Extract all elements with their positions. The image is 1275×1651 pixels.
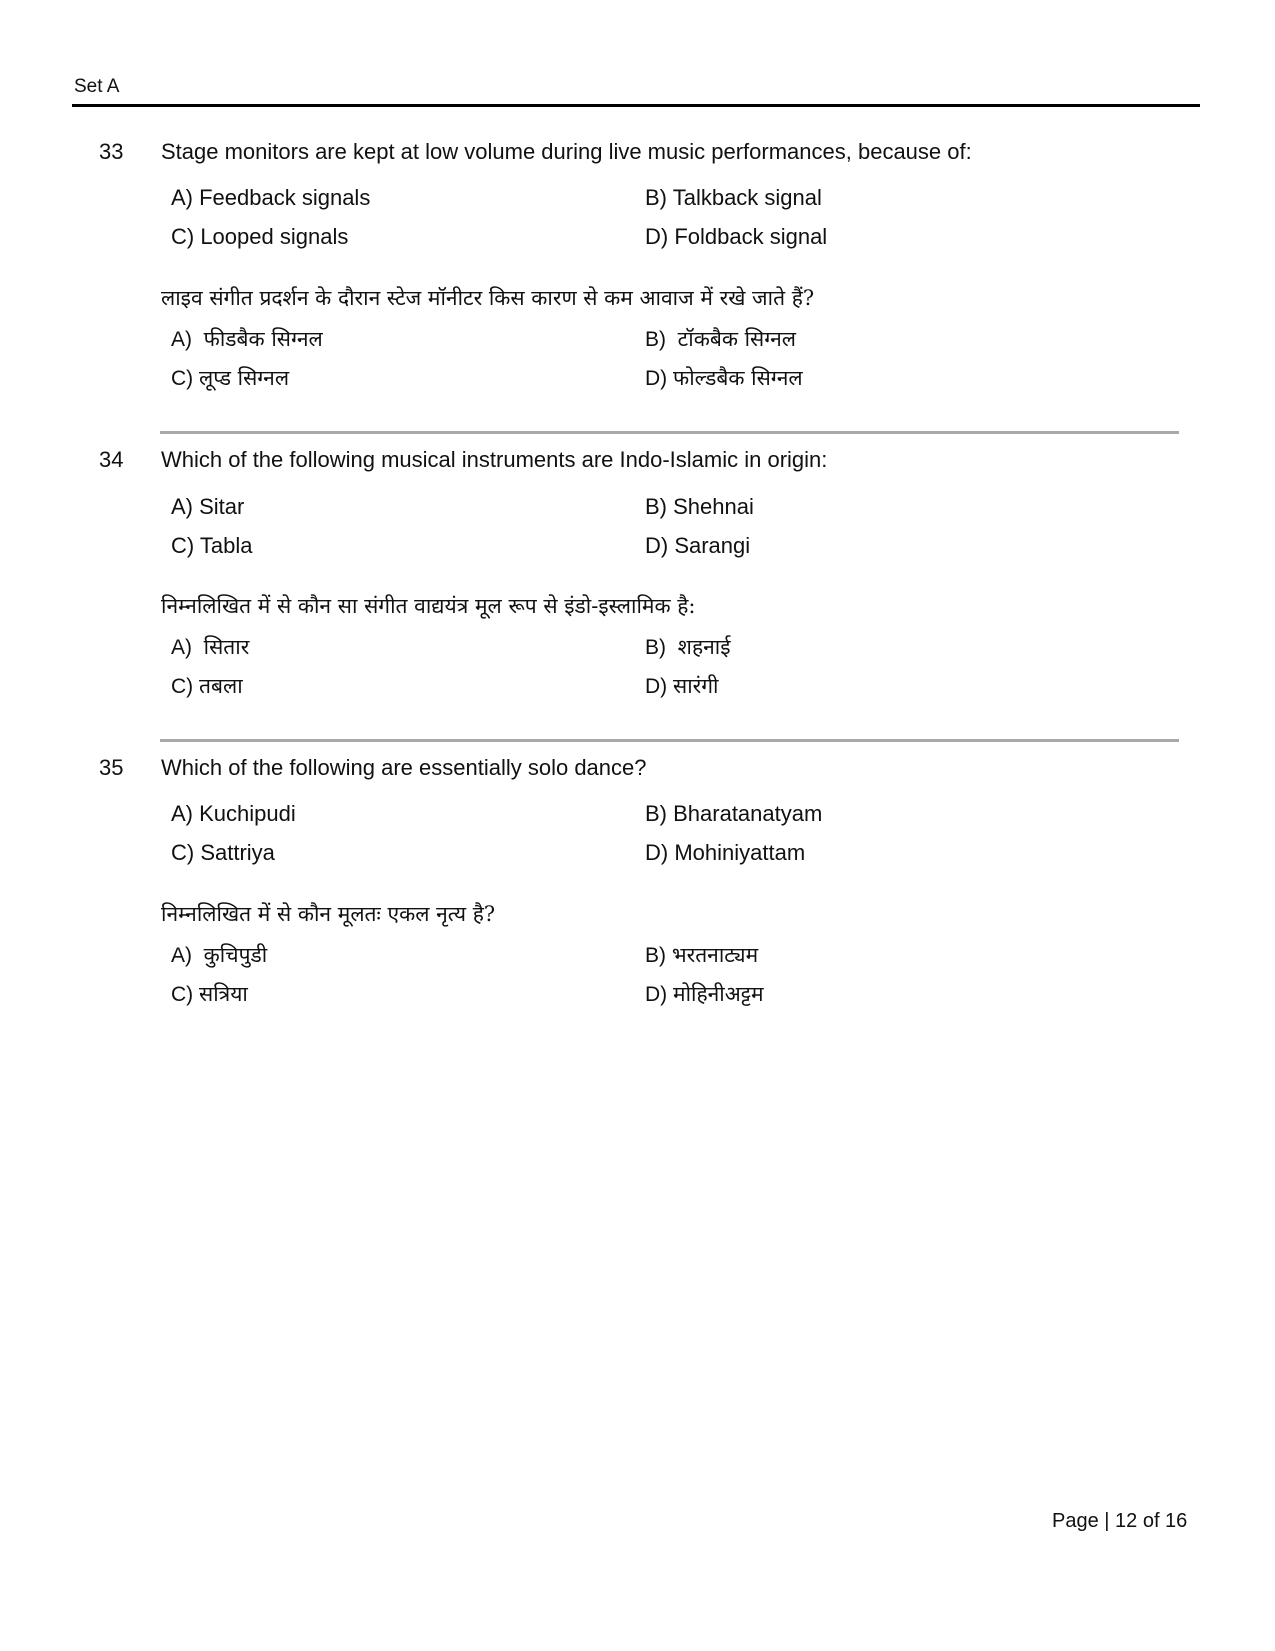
option-c-en: C) Tabla	[171, 533, 253, 558]
option-b-hi	[645, 325, 796, 353]
option-a-hi	[171, 633, 249, 661]
option-value: टॉकबैक सिग्नल	[677, 327, 797, 351]
question-text-hi: निम्नलिखित में से कौन मूलतः एकल नृत्य है?	[161, 902, 496, 926]
question-text-hi: लाइव संगीत प्रदर्शन के दौरान स्टेज मॉनीटर किस कारण से कम आवाज में रखे जाते हैं?	[161, 286, 815, 310]
option-value: शहनाई	[677, 635, 731, 659]
question-text-hi: निम्नलिखित में से कौन सा संगीत वाद्ययंत्र मूल रूप से इंडो-इस्लामिक है:	[161, 594, 696, 618]
option-a-hi	[171, 325, 323, 353]
option-c-en: C) Sattriya	[171, 840, 275, 865]
option-letter: D)	[645, 675, 668, 698]
option-letter: B)	[645, 328, 666, 351]
question-divider	[160, 739, 1179, 742]
option-c-hi	[171, 672, 243, 700]
option-b-en: B) Shehnai	[645, 494, 754, 519]
option-value: सत्रिया	[199, 982, 248, 1006]
option-b-hi	[645, 633, 731, 661]
option-a-en: A) Feedback signals	[171, 185, 371, 210]
option-d-hi	[645, 364, 803, 392]
option-value: कुचिपुडी	[203, 943, 268, 967]
question-text-en: Stage monitors are kept at low volume during live music performances, because of:	[161, 139, 972, 164]
option-letter: C)	[171, 367, 194, 390]
option-b-en: B) Bharatanatyam	[645, 801, 823, 826]
question-number: 33	[99, 139, 124, 164]
option-b-hi	[645, 941, 758, 969]
option-d-hi	[645, 672, 719, 700]
option-letter: C)	[171, 675, 194, 698]
option-value: तबला	[199, 674, 243, 698]
question-text-en: Which of the following are essentially solo dance?	[161, 755, 647, 780]
option-a-hi	[171, 941, 267, 969]
option-c-hi	[171, 980, 248, 1008]
option-letter: A)	[171, 944, 192, 967]
option-letter: A)	[171, 328, 192, 351]
option-c-hi	[171, 364, 289, 392]
option-value: मोहिनीअट्टम	[673, 982, 764, 1006]
option-letter: B)	[645, 636, 666, 659]
option-b-en: B) Talkback signal	[645, 185, 822, 210]
option-letter: C)	[171, 983, 194, 1006]
header-rule	[72, 104, 1200, 107]
set-label: Set A	[74, 76, 120, 97]
option-d-en: D) Sarangi	[645, 533, 751, 558]
option-letter: D)	[645, 983, 668, 1006]
option-d-en: D) Mohiniyattam	[645, 840, 806, 865]
option-value: फोल्डबैक सिग्नल	[673, 366, 803, 390]
option-value: लूप्ड सिग्नल	[199, 366, 290, 390]
option-a-en: A) Kuchipudi	[171, 801, 296, 826]
option-value: सारंगी	[673, 674, 719, 698]
option-letter: D)	[645, 367, 668, 390]
question-number: 34	[99, 447, 124, 472]
option-letter: B)	[645, 944, 666, 967]
option-letter: A)	[171, 636, 192, 659]
option-value: फीडबैक सिग्नल	[203, 327, 323, 351]
option-a-en: A) Sitar	[171, 494, 245, 519]
option-c-en: C) Looped signals	[171, 224, 349, 249]
question-text-en: Which of the following musical instruments are Indo-Islamic in origin:	[161, 447, 828, 472]
question-divider	[160, 431, 1179, 434]
page-number: Page | 12 of 16	[1052, 1510, 1188, 1532]
option-value: सितार	[203, 635, 250, 659]
question-number: 35	[99, 755, 124, 780]
option-d-en: D) Foldback signal	[645, 224, 828, 249]
option-value: भरतनाट्यम	[671, 943, 759, 967]
option-d-hi	[645, 980, 764, 1008]
